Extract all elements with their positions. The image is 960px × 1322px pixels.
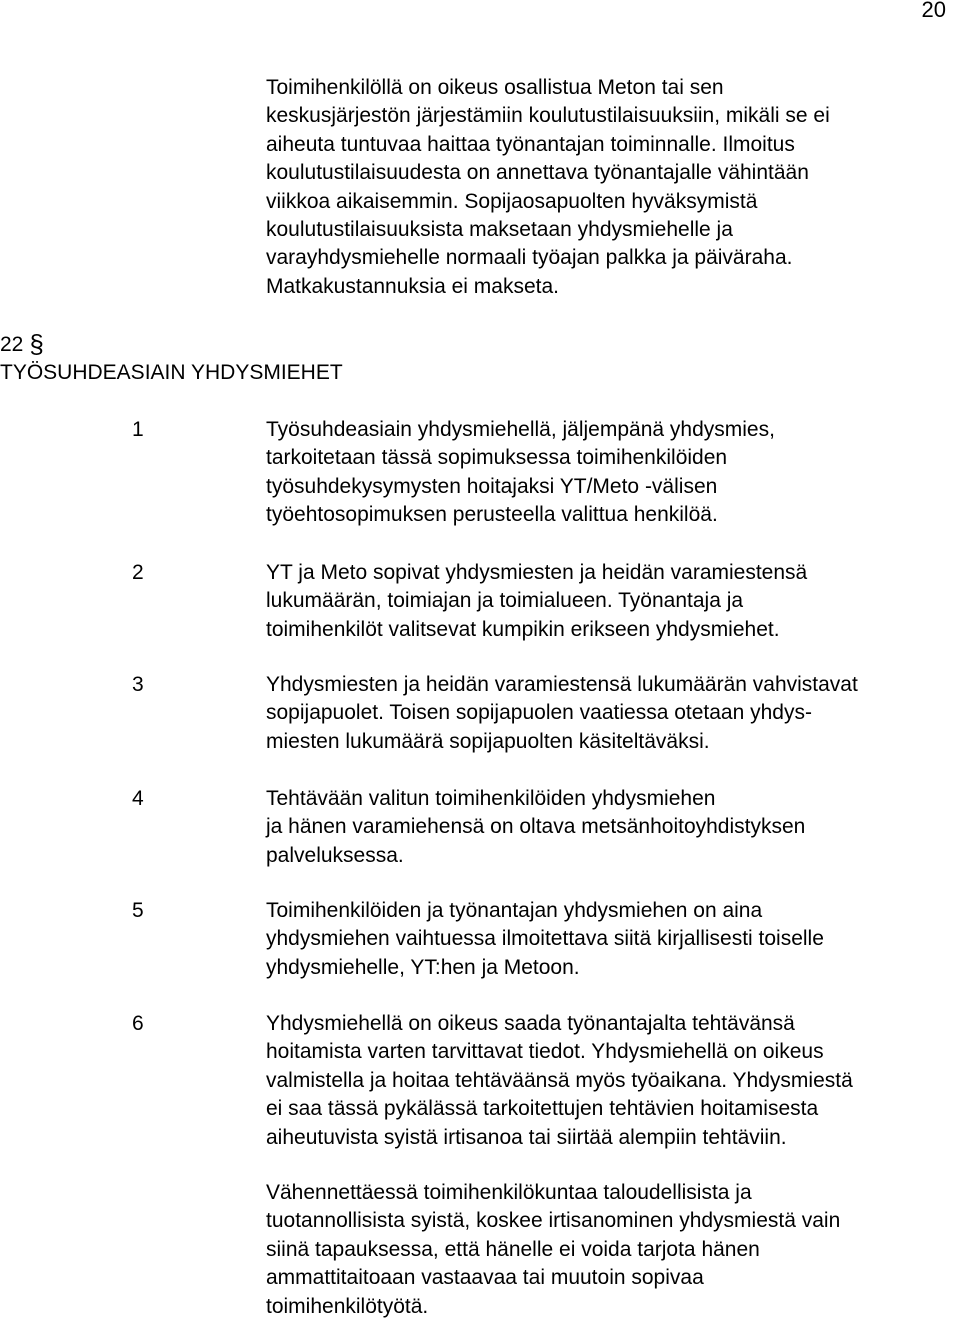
section-number-line [0, 330, 420, 359]
item-number: 3 [132, 673, 144, 696]
item-text: Tehtävään valitun toimihenkilöiden yhdysmiehen ja hänen varamiehensä on oltava metsänhoitoyhdistyksen palveluksessa. [266, 787, 806, 867]
intro-paragraph: Toimihenkilöllä on oikeus osallistua Meton tai sen keskusjärjestön järjestämiin koulutustilaisuuksiin, mikäli se ei aiheuta tuntuvaa haittaa työnantajan toiminnalle. Ilmoitus koulutustilaisuudesta on annettava työnantajalle vähintään viikkoa aikaisemmin. Sopijaosapuolten hyväksymistä koulutustilaisuuksista maksetaan yhdysmiehelle ja varayhdysmiehelle normaali työajan palkka ja päiväraha. Matkakustannuksia ei makseta. [266, 76, 830, 298]
item-text: Yhdysmiesten ja heidän varamiestensä lukumäärän vahvistavat sopijapuolet. Toisen sopijapuolen vaatiessa otetaan yhdys- miesten lukumäärä sopijapuolten käsiteltäväksi. [266, 673, 858, 753]
section-title: TYÖSUHDEASIAIN YHDYSMIEHET [0, 361, 343, 385]
item-text: Yhdysmiehellä on oikeus saada työnantajalta tehtävänsä hoitamista varten tarvittavat tiedot. Yhdysmiehellä on oikeus valmistella ja hoitaa tehtäväänsä myös työaikana. Yhdysmiestä ei saa tässä pykälässä tarkoitettujen tehtävien hoitamisesta aiheutuvista syistä irtisanoa tai siirtää alempiin tehtäviin. [266, 1012, 853, 1149]
item-text: YT ja Meto sopivat yhdysmiesten ja heidän varamiestensä lukumäärän, toimiajan ja toimialueen. Työnantaja ja toimihenkilöt valitsevat kumpikin erikseen yhdysmiehet. [266, 561, 808, 641]
section-symbol: § [29, 329, 44, 359]
page-number: 20 [921, 0, 946, 22]
section-number: 22 [0, 333, 24, 356]
item-number: 1 [132, 418, 144, 441]
item-number: 6 [132, 1012, 144, 1035]
item-text: Työsuhdeasiain yhdysmiehellä, jäljempänä yhdysmies, tarkoitetaan tässä sopimuksessa toimihenkilöiden työsuhdekysymysten hoitajaksi YT/Meto -välisen työehtosopimuksen perusteella valittua henkilöä. [266, 418, 775, 527]
section-heading [0, 330, 420, 388]
item-number: 4 [132, 787, 144, 810]
item-text: Toimihenkilöiden ja työnantajan yhdysmiehen on aina yhdysmiehen vaihtuessa ilmoitettava siitä kirjallisesti toiselle yhdysmiehelle, YT:hen ja Metoon. [266, 899, 824, 979]
closing-paragraph: Vähennettäessä toimihenkilökuntaa taloudellisista ja tuotannollisista syistä, koskee irtisanominen yhdysmiestä vain siinä tapauksessa, että hänelle ei voida tarjota hänen ammattitaitoaan vastaavaa tai muutoin sopivaa toimihenkilötyötä. [266, 1181, 841, 1318]
item-number: 5 [132, 899, 144, 922]
item-number: 2 [132, 561, 144, 584]
